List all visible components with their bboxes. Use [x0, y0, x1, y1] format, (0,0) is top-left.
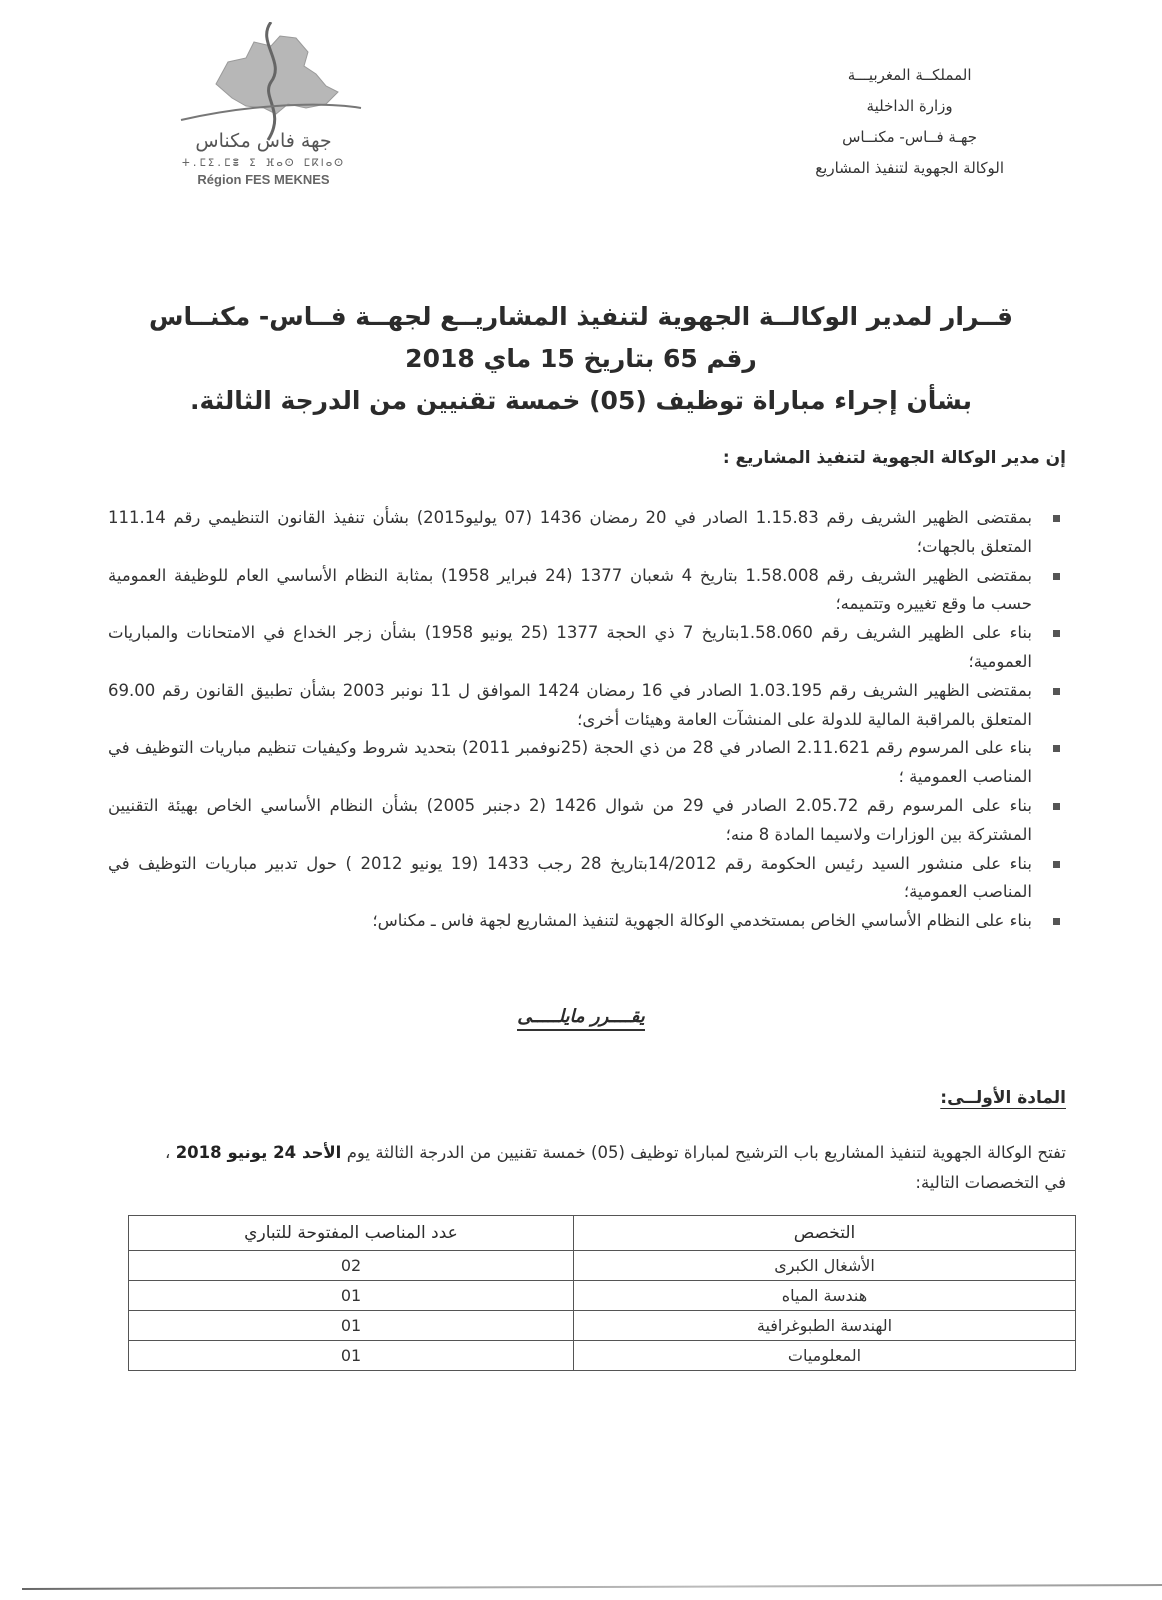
list-item: بمقتضى الظهير الشريف رقم 1.03.195 الصادر في 16 رمضان 1424 الموافق ل 11 نونبر 2003 بشأن تطبيق القانون رقم 69.00 المتعلق بالمراقبة المالية للدولة على المنشآت العامة وهيئات أخرى؛ [108, 677, 1066, 735]
cell-specialty: الهندسة الطبوغرافية [574, 1311, 1076, 1341]
square-bullet-icon [1053, 745, 1060, 752]
square-bullet-icon [1053, 515, 1060, 522]
cell-positions: 01 [129, 1341, 574, 1371]
header-region: جهـة فــاس- مكنــاس [842, 128, 978, 146]
square-bullet-icon [1053, 918, 1060, 925]
header-ministry: وزارة الداخلية [866, 97, 953, 115]
list-item: بناء على الظهير الشريف رقم 1.58.060بتاريخ 7 ذي الحجة 1377 (25 يونيو 1958) بشأن زجر الخداع في الامتحانات والمباريات العمومية؛ [108, 619, 1066, 677]
cell-positions: 01 [129, 1311, 574, 1341]
logo-arabic-name: جهة فاس مكناس [195, 130, 332, 152]
table-row [129, 1341, 1076, 1371]
decision-heading [0, 1006, 1162, 1027]
cell-specialty: المعلوميات [574, 1341, 1076, 1371]
region-logo [176, 22, 366, 192]
logo-tifinagh-name: ⵜ.ⵎⵉ.ⵎⴻ ⵉ ⴼⴰⵙ ⵎⴽⵏⴰⵙ [181, 158, 346, 169]
cell-specialty: هندسة المياه [574, 1281, 1076, 1311]
article-one-body: تفتح الوكالة الجهوية لتنفيذ المشاريع باب الترشيح لمباراة توظيف (05) خمسة تقنيين من الدرجة الثالثة يوم الأحد 24 يونيو 2018 ، في التخصصات التالية: [165, 1143, 1066, 1192]
square-bullet-icon [1053, 688, 1060, 695]
title-line-1: قــرار لمدير الوكالــة الجهوية لتنفيذ المشاريــع لجهــة فــاس- مكنــاس [148, 302, 1014, 331]
cell-specialty: الأشغال الكبرى [574, 1251, 1076, 1281]
cell-positions: 02 [129, 1251, 574, 1281]
logo-french-name: Région FES MEKNES [197, 172, 330, 187]
column-header-specialty: التخصص [574, 1216, 1076, 1251]
list-item: بمقتضى الظهير الشريف رقم 1.15.83 الصادر في 20 رمضان 1436 (07 يوليو2015) بشأن تنفيذ القانون التنظيمي رقم 111.14 المتعلق بالجهات؛ [108, 504, 1066, 562]
decision-title [100, 296, 1062, 422]
list-item: بناء على النظام الأساسي الخاص بمستخدمي الوكالة الجهوية لتنفيذ المشاريع لجهة فاس ـ مكناس؛ [108, 907, 1066, 936]
competition-date: الأحد 24 يونيو 2018 [175, 1143, 342, 1162]
square-bullet-icon [1053, 861, 1060, 868]
square-bullet-icon [1053, 803, 1060, 810]
article-one-title: المادة الأولــى: [940, 1088, 1066, 1108]
issuer-header [815, 60, 1004, 184]
region-map-icon [176, 22, 366, 142]
cell-positions: 01 [129, 1281, 574, 1311]
table-row [129, 1311, 1076, 1341]
title-line-2: رقم 65 بتاريخ 15 ماي 2018 [405, 344, 757, 373]
scan-edge-divider [22, 1584, 1162, 1590]
column-header-positions: عدد المناصب المفتوحة للتباري [129, 1216, 574, 1251]
title-line-3: بشأن إجراء مباراة توظيف (05) خمسة تقنيين من الدرجة الثالثة. [189, 386, 973, 415]
list-item: بناء على المرسوم رقم 2.11.621 الصادر في 28 من ذي الحجة (25نوفمبر 2011) بتحديد شروط وكيفيات تنظيم مباريات التوظيف في المناصب العمومية ؛ [108, 734, 1066, 792]
table-row [129, 1281, 1076, 1311]
legal-basis-list [108, 504, 1066, 936]
header-agency: الوكالة الجهوية لتنفيذ المشاريع [815, 159, 1004, 177]
table-header-row [129, 1216, 1076, 1251]
table-row [129, 1251, 1076, 1281]
list-item: بناء على المرسوم رقم 2.05.72 الصادر في 29 من شوال 1426 (2 دجنبر 2005) بشأن النظام الأساسي الخاص بهيئة التقنيين المشتركة بين الوزارات ولاسيما المادة 8 منه؛ [108, 792, 1066, 850]
header-kingdom: المملكــة المغربيـــة [847, 66, 972, 84]
list-item: بمقتضى الظهير الشريف رقم 1.58.008 بتاريخ 4 شعبان 1377 (24 فبراير 1958) بمثابة النظام الأساسي العام للوظيفة العمومية حسب ما وقع تغييره وتتميمه؛ [108, 562, 1066, 620]
intro-statement: إن مدير الوكالة الجهوية لتنفيذ المشاريع : [722, 448, 1066, 468]
list-item: بناء على منشور السيد رئيس الحكومة رقم 14/2012بتاريخ 28 رجب 1433 (19 يونيو 2012 ) حول تدبير مباريات التوظيف في المناصب العمومية؛ [108, 850, 1066, 908]
decision-heading-text: يقــــرر مايلـــــى [517, 1006, 645, 1031]
square-bullet-icon [1053, 630, 1060, 637]
specialties-table [128, 1215, 1076, 1371]
square-bullet-icon [1053, 573, 1060, 580]
